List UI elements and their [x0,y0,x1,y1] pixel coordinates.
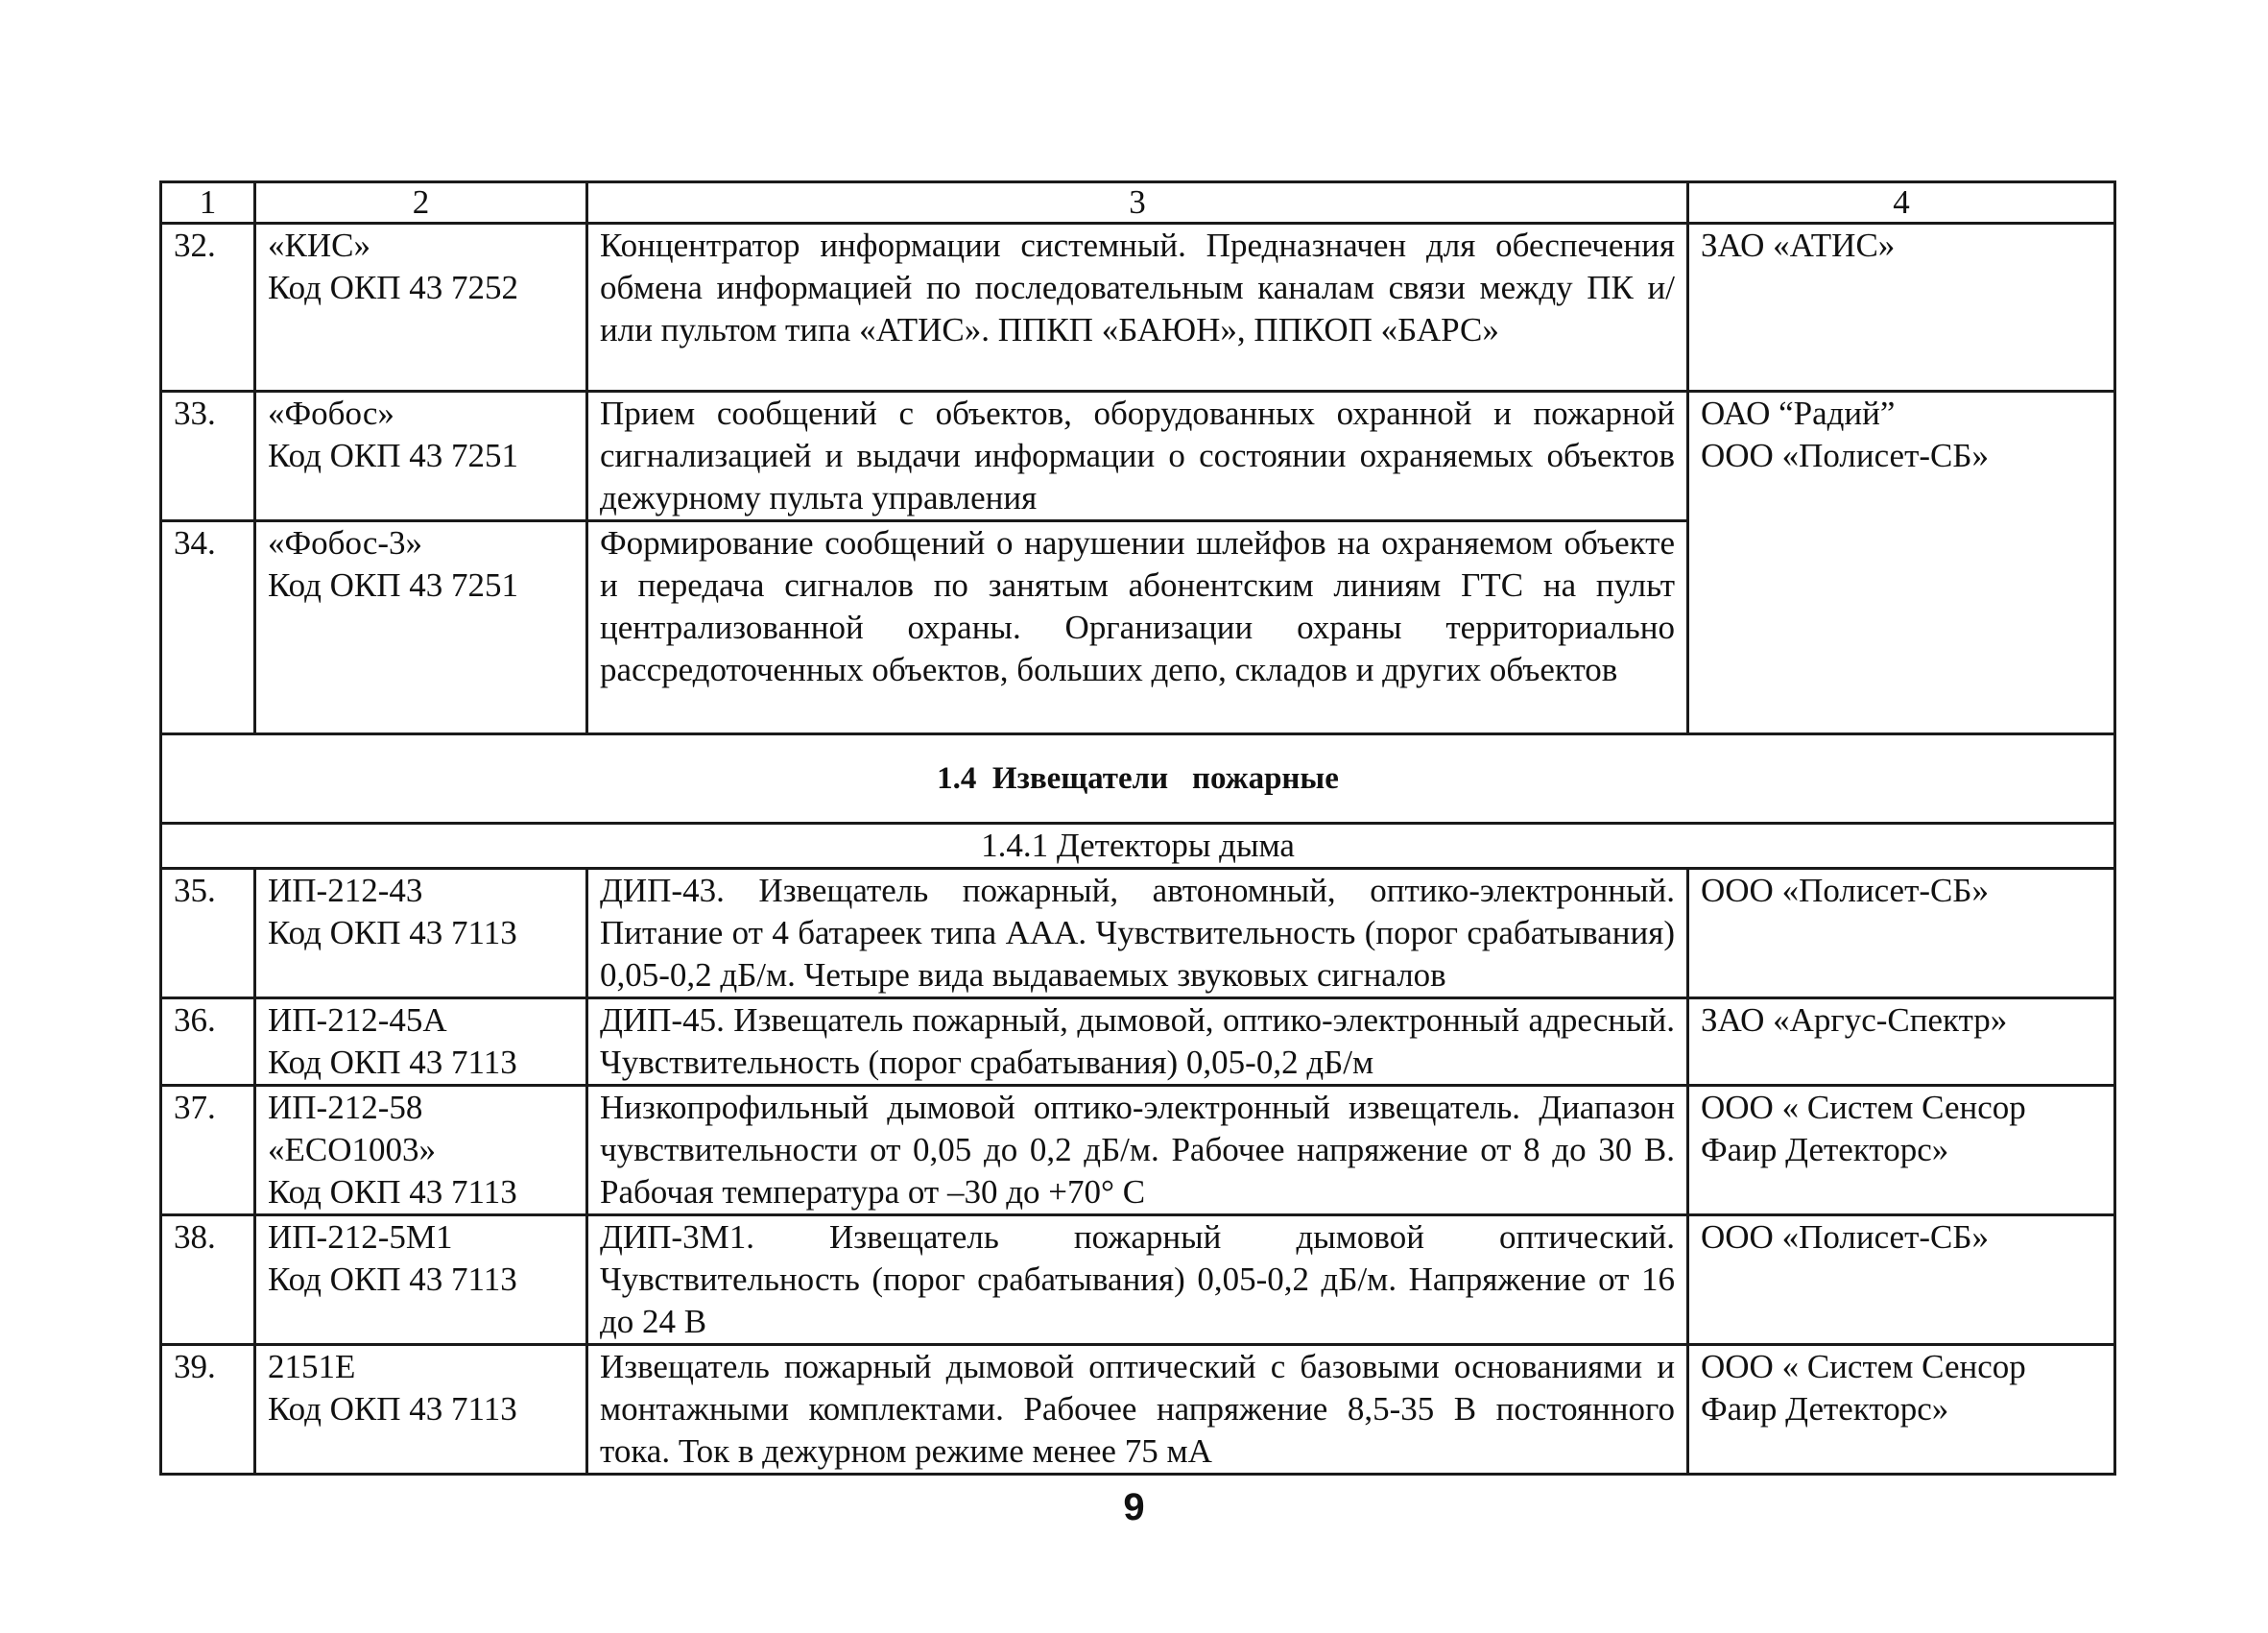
subsection-title: 1.4.1 Детекторы дыма [161,824,2115,869]
device-name: «Фобос-3» [268,524,423,562]
manufacturer-name: ООО «Полисет-СБ» [1701,437,1989,474]
device-description: Концентратор информации системный. Предназначен для обеспечения обмена информацией по последовательным каналам связи между ПК и/или пультом типа «АТИС». ППКП «БАЮН», ППКОП «БАРС» [587,224,1688,392]
device-model: «ЕСО1003» [268,1131,436,1168]
device-description: Прием сообщений с объектов, оборудованных охранной и пожарной сигнализацией и выдачи информации о состоянии охраняемых объектов дежурному пульта управления [587,392,1688,521]
section-row [161,734,2115,824]
manufacturer-name: ООО «Полисет-СБ» [1701,1218,1989,1256]
table-row [161,869,2115,998]
header-col-3: 3 [587,182,1688,224]
row-number: 35. [161,869,255,998]
header-col-2: 2 [255,182,587,224]
manufacturer-name: Фаир Детекторс» [1701,1131,1949,1168]
row-number: 39. [161,1345,255,1475]
row-number: 38. [161,1215,255,1345]
device-description: ДИП-43. Извещатель пожарный, автономный, оптико-электронный. Питание от 4 батареек типа ААА. Чувствительность (порог срабатывания) 0,05-0,2 дБ/м. Четыре вида выдаваемых звуковых сигналов [587,869,1688,998]
device-name-cell [255,869,587,998]
row-number: 32. [161,224,255,392]
manufacturer-name: ООО « Систем Сенсор [1701,1089,2026,1126]
device-name-cell [255,521,587,734]
device-name-cell [255,1086,587,1215]
device-name: ИП-212-5М1 [268,1218,453,1256]
device-name: ИП-212-45А [268,1001,447,1039]
manufacturer-name: ЗАО «АТИС» [1701,227,1896,264]
table-row [161,224,2115,392]
device-okp-code: Код ОКП 43 7113 [268,1390,517,1428]
device-description: Низкопрофильный дымовой оптико-электронный извещатель. Диапазон чувствительности от 0,05 до 0,2 дБ/м. Рабочее напряжение от 8 до 30 В. Рабочая температура от –30 до +70° С [587,1086,1688,1215]
table-row [161,1345,2115,1475]
device-description: Формирование сообщений о нарушении шлейфов на охраняемом объекте и передача сигналов по занятым абонентским линиям ГТС на пульт централизованной охраны. Организации охраны территориально рассредоточенных объектов, больших депо, складов и других объектов [587,521,1688,734]
device-name-cell [255,998,587,1086]
row-number: 37. [161,1086,255,1215]
device-description: ДИП-45. Извещатель пожарный, дымовой, оптико-электронный адресный. Чувствительность (порог срабатывания) 0,05-0,2 дБ/м [587,998,1688,1086]
subsection-row [161,824,2115,869]
manufacturer-name: ООО « Систем Сенсор [1701,1348,2026,1385]
manufacturer-cell [1688,1086,2115,1215]
row-number: 33. [161,392,255,521]
manufacturer-cell [1688,998,2115,1086]
device-name: 2151Е [268,1348,356,1385]
device-okp-code: Код ОКП 43 7252 [268,269,519,306]
equipment-table [159,180,2116,1476]
manufacturer-cell [1688,1345,2115,1475]
device-okp-code: Код ОКП 43 7113 [268,1044,517,1081]
row-number: 36. [161,998,255,1086]
device-okp-code: Код ОКП 43 7251 [268,566,519,604]
row-number: 34. [161,521,255,734]
device-name: «Фобос» [268,395,394,432]
table-row [161,392,2115,521]
device-okp-code: Код ОКП 43 7113 [268,1173,517,1211]
manufacturer-cell [1688,869,2115,998]
manufacturer-cell [1688,392,2115,734]
device-okp-code: Код ОКП 43 7113 [268,914,517,951]
section-title: 1.4 Извещатели пожарные [161,734,2115,824]
table-row [161,1086,2115,1215]
table-header-row [161,182,2115,224]
manufacturer-name: Фаир Детекторс» [1701,1390,1949,1428]
manufacturer-name: ООО «Полисет-СБ» [1701,872,1989,909]
manufacturer-name: ЗАО «Аргус-Спектр» [1701,1001,2008,1039]
device-name-cell [255,392,587,521]
device-description: Извещатель пожарный дымовой оптический с базовыми основаниями и монтажными комплектами. Рабочее напряжение 8,5-35 В постоянного тока. Ток в дежурном режиме менее 75 мА [587,1345,1688,1475]
device-description: ДИП-3М1. Извещатель пожарный дымовой оптический. Чувствительность (порог срабатывания) 0,05-0,2 дБ/м. Напряжение от 16 до 24 В [587,1215,1688,1345]
manufacturer-name: ОАО “Радий” [1701,395,1896,432]
page-number: 9 [1123,1486,1145,1528]
device-name-cell [255,1345,587,1475]
table-row [161,998,2115,1086]
table-row [161,1215,2115,1345]
header-col-4: 4 [1688,182,2115,224]
manufacturer-cell [1688,224,2115,392]
device-name: ИП-212-43 [268,872,423,909]
device-okp-code: Код ОКП 43 7113 [268,1261,517,1298]
device-okp-code: Код ОКП 43 7251 [268,437,519,474]
device-name-cell [255,1215,587,1345]
device-name-cell [255,224,587,392]
header-col-1: 1 [161,182,255,224]
device-name: ИП-212-58 [268,1089,423,1126]
device-name: «КИС» [268,227,370,264]
manufacturer-cell [1688,1215,2115,1345]
